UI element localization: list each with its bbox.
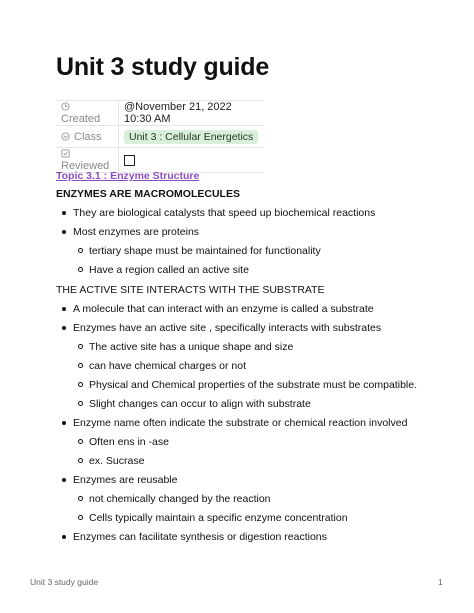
reviewed-value (119, 148, 265, 173)
sub-list-item: Slight changes can occur to align with substrate (56, 398, 426, 410)
property-key-label: Created (61, 113, 101, 125)
page-title: Unit 3 study guide (56, 53, 270, 81)
list-item: Enzymes are reusable (56, 474, 426, 486)
sub-list-item: can have chemical charges or not (56, 360, 426, 372)
sub-list-item: Physical and Chemical properties of the substrate must be compatible. (56, 379, 426, 391)
sub-list-item: Have a region called an active site (56, 264, 426, 276)
created-value: @November 21, 2022 10:30 AM (119, 101, 265, 126)
footer-title: Unit 3 study guide (30, 577, 99, 587)
clock-icon (61, 102, 70, 111)
properties-table (56, 100, 264, 173)
heading-active-site: THE ACTIVE SITE INTERACTS WITH THE SUBSTRATE (56, 284, 325, 296)
bullet-list-2 (56, 303, 426, 543)
sub-list-item: Often ens in -ase (56, 436, 426, 448)
property-key (56, 148, 119, 173)
sub-list-item: ex. Sucrase (56, 455, 426, 467)
list-item: A molecule that can interact with an enzyme is called a substrate (56, 303, 426, 315)
list-item: Enzyme name often indicate the substrate or chemical reaction involved (56, 417, 426, 429)
property-key (56, 126, 119, 148)
page-number: 1 (438, 577, 443, 587)
property-row-reviewed (56, 148, 264, 173)
select-icon (61, 132, 70, 141)
class-value (119, 126, 265, 148)
checkbox-icon (61, 149, 70, 158)
sub-list-item: The active site has a unique shape and size (56, 341, 426, 353)
reviewed-checkbox[interactable] (124, 155, 135, 166)
list-item: Enzymes have an active site , specifically interacts with substrates (56, 322, 426, 334)
property-row-created (56, 101, 264, 126)
sub-list-item: tertiary shape must be maintained for functionality (56, 245, 426, 257)
heading-enzymes: ENZYMES ARE MACROMOLECULES (56, 188, 240, 200)
property-row-class (56, 126, 264, 148)
bullet-list-1 (56, 207, 426, 276)
property-key (56, 101, 119, 126)
list-item: Most enzymes are proteins (56, 226, 426, 238)
list-item: They are biological catalysts that speed up biochemical reactions (56, 207, 426, 219)
property-key-label: Reviewed (61, 160, 110, 172)
class-tag[interactable]: Unit 3 : Cellular Energetics (124, 130, 258, 144)
topic-link[interactable]: Topic 3.1 : Enzyme Structure (56, 170, 200, 182)
page-content (56, 188, 426, 543)
sub-list-item: Cells typically maintain a specific enzyme concentration (56, 512, 426, 524)
list-item: Enzymes can facilitate synthesis or digestion reactions (56, 531, 426, 543)
property-key-label: Class (74, 130, 102, 143)
sub-list-item: not chemically changed by the reaction (56, 493, 426, 505)
